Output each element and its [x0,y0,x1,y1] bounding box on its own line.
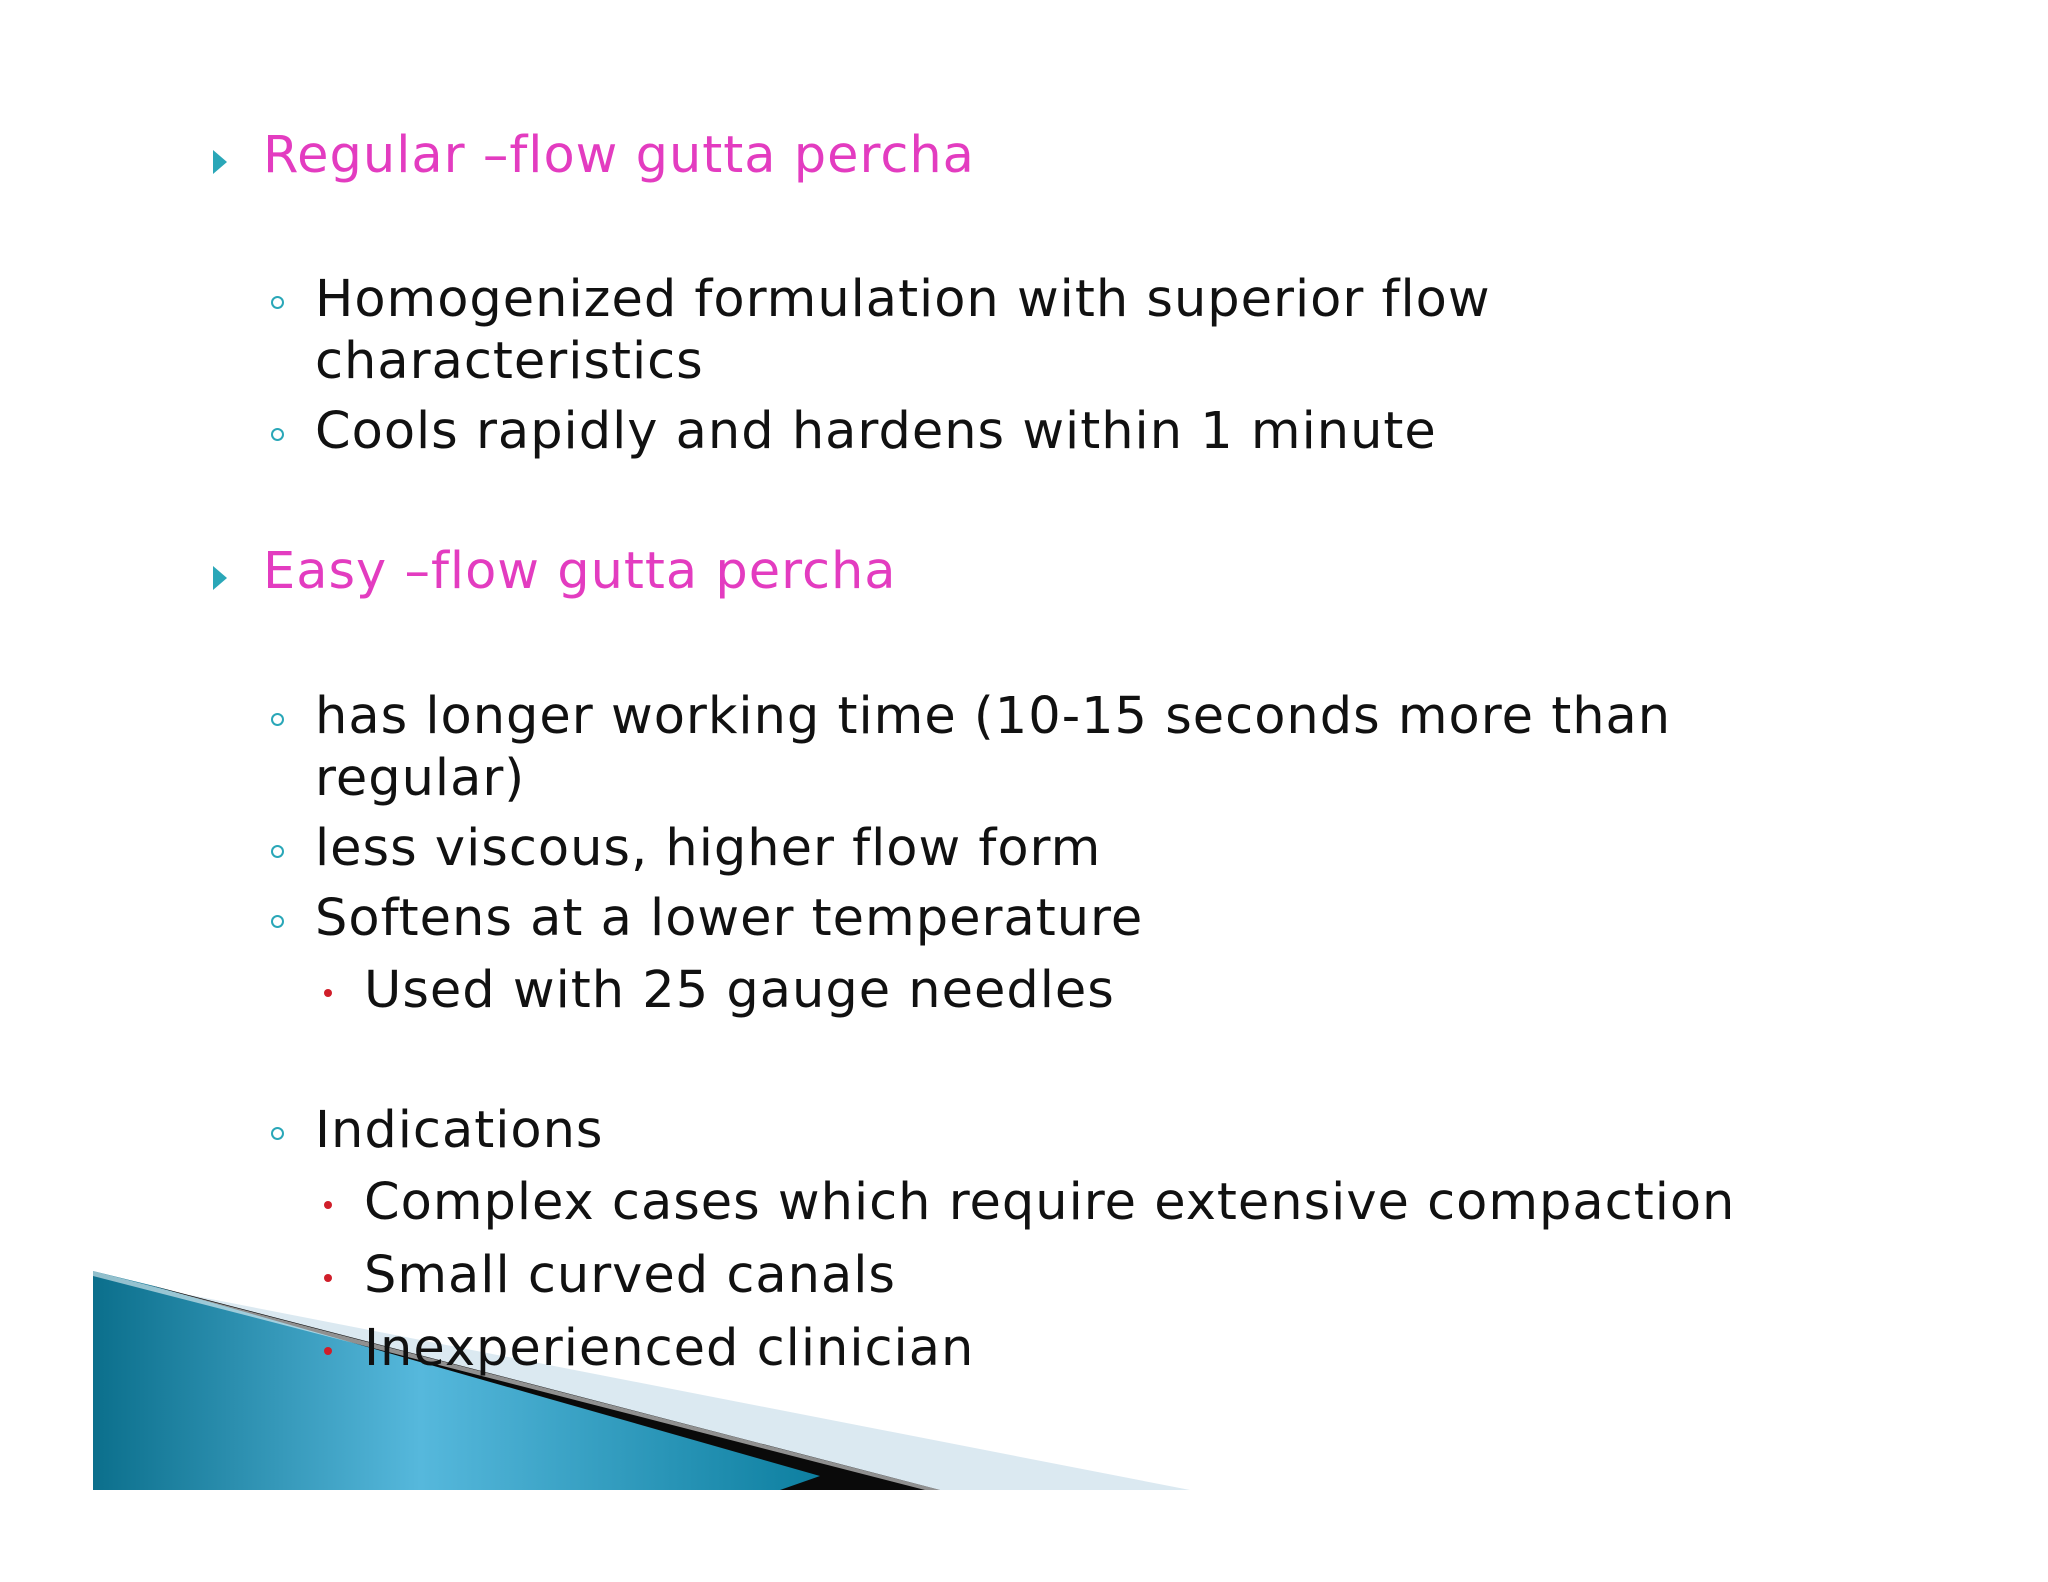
dot-bullet-icon [324,989,332,997]
ring-bullet-icon [271,296,284,309]
list-item-line: regular) [315,749,526,808]
list-item-line: less viscous, higher flow form [315,819,1102,878]
sub-list-item: Used with 25 gauge needles [364,961,1115,1020]
ring-bullet-icon [271,915,284,928]
list-item-line: Homogenized formulation with superior flow [315,270,1491,329]
sub-list-item: Inexperienced clinician [364,1319,975,1378]
list-item-line: Indications [315,1101,604,1160]
sub-list-item: Complex cases which require extensive compaction [364,1173,1736,1232]
triangle-right-icon [213,150,227,174]
sub-list-item: Small curved canals [364,1246,896,1305]
list-item-line: characteristics [315,332,704,391]
dot-bullet-icon [324,1347,332,1355]
ring-bullet-icon [271,713,284,726]
list-item-line: Cools rapidly and hardens within 1 minute [315,402,1437,461]
list-item-line: Softens at a lower temperature [315,889,1144,948]
dot-bullet-icon [324,1201,332,1209]
ring-bullet-icon [271,428,284,441]
list-item-line: has longer working time (10-15 seconds more than [315,687,1672,746]
section-heading: Regular –flow gutta percha [263,126,975,185]
ring-bullet-icon [271,845,284,858]
ring-bullet-icon [271,1127,284,1140]
triangle-right-icon [213,566,227,590]
section-heading: Easy –flow gutta percha [263,542,897,601]
dot-bullet-icon [324,1274,332,1282]
